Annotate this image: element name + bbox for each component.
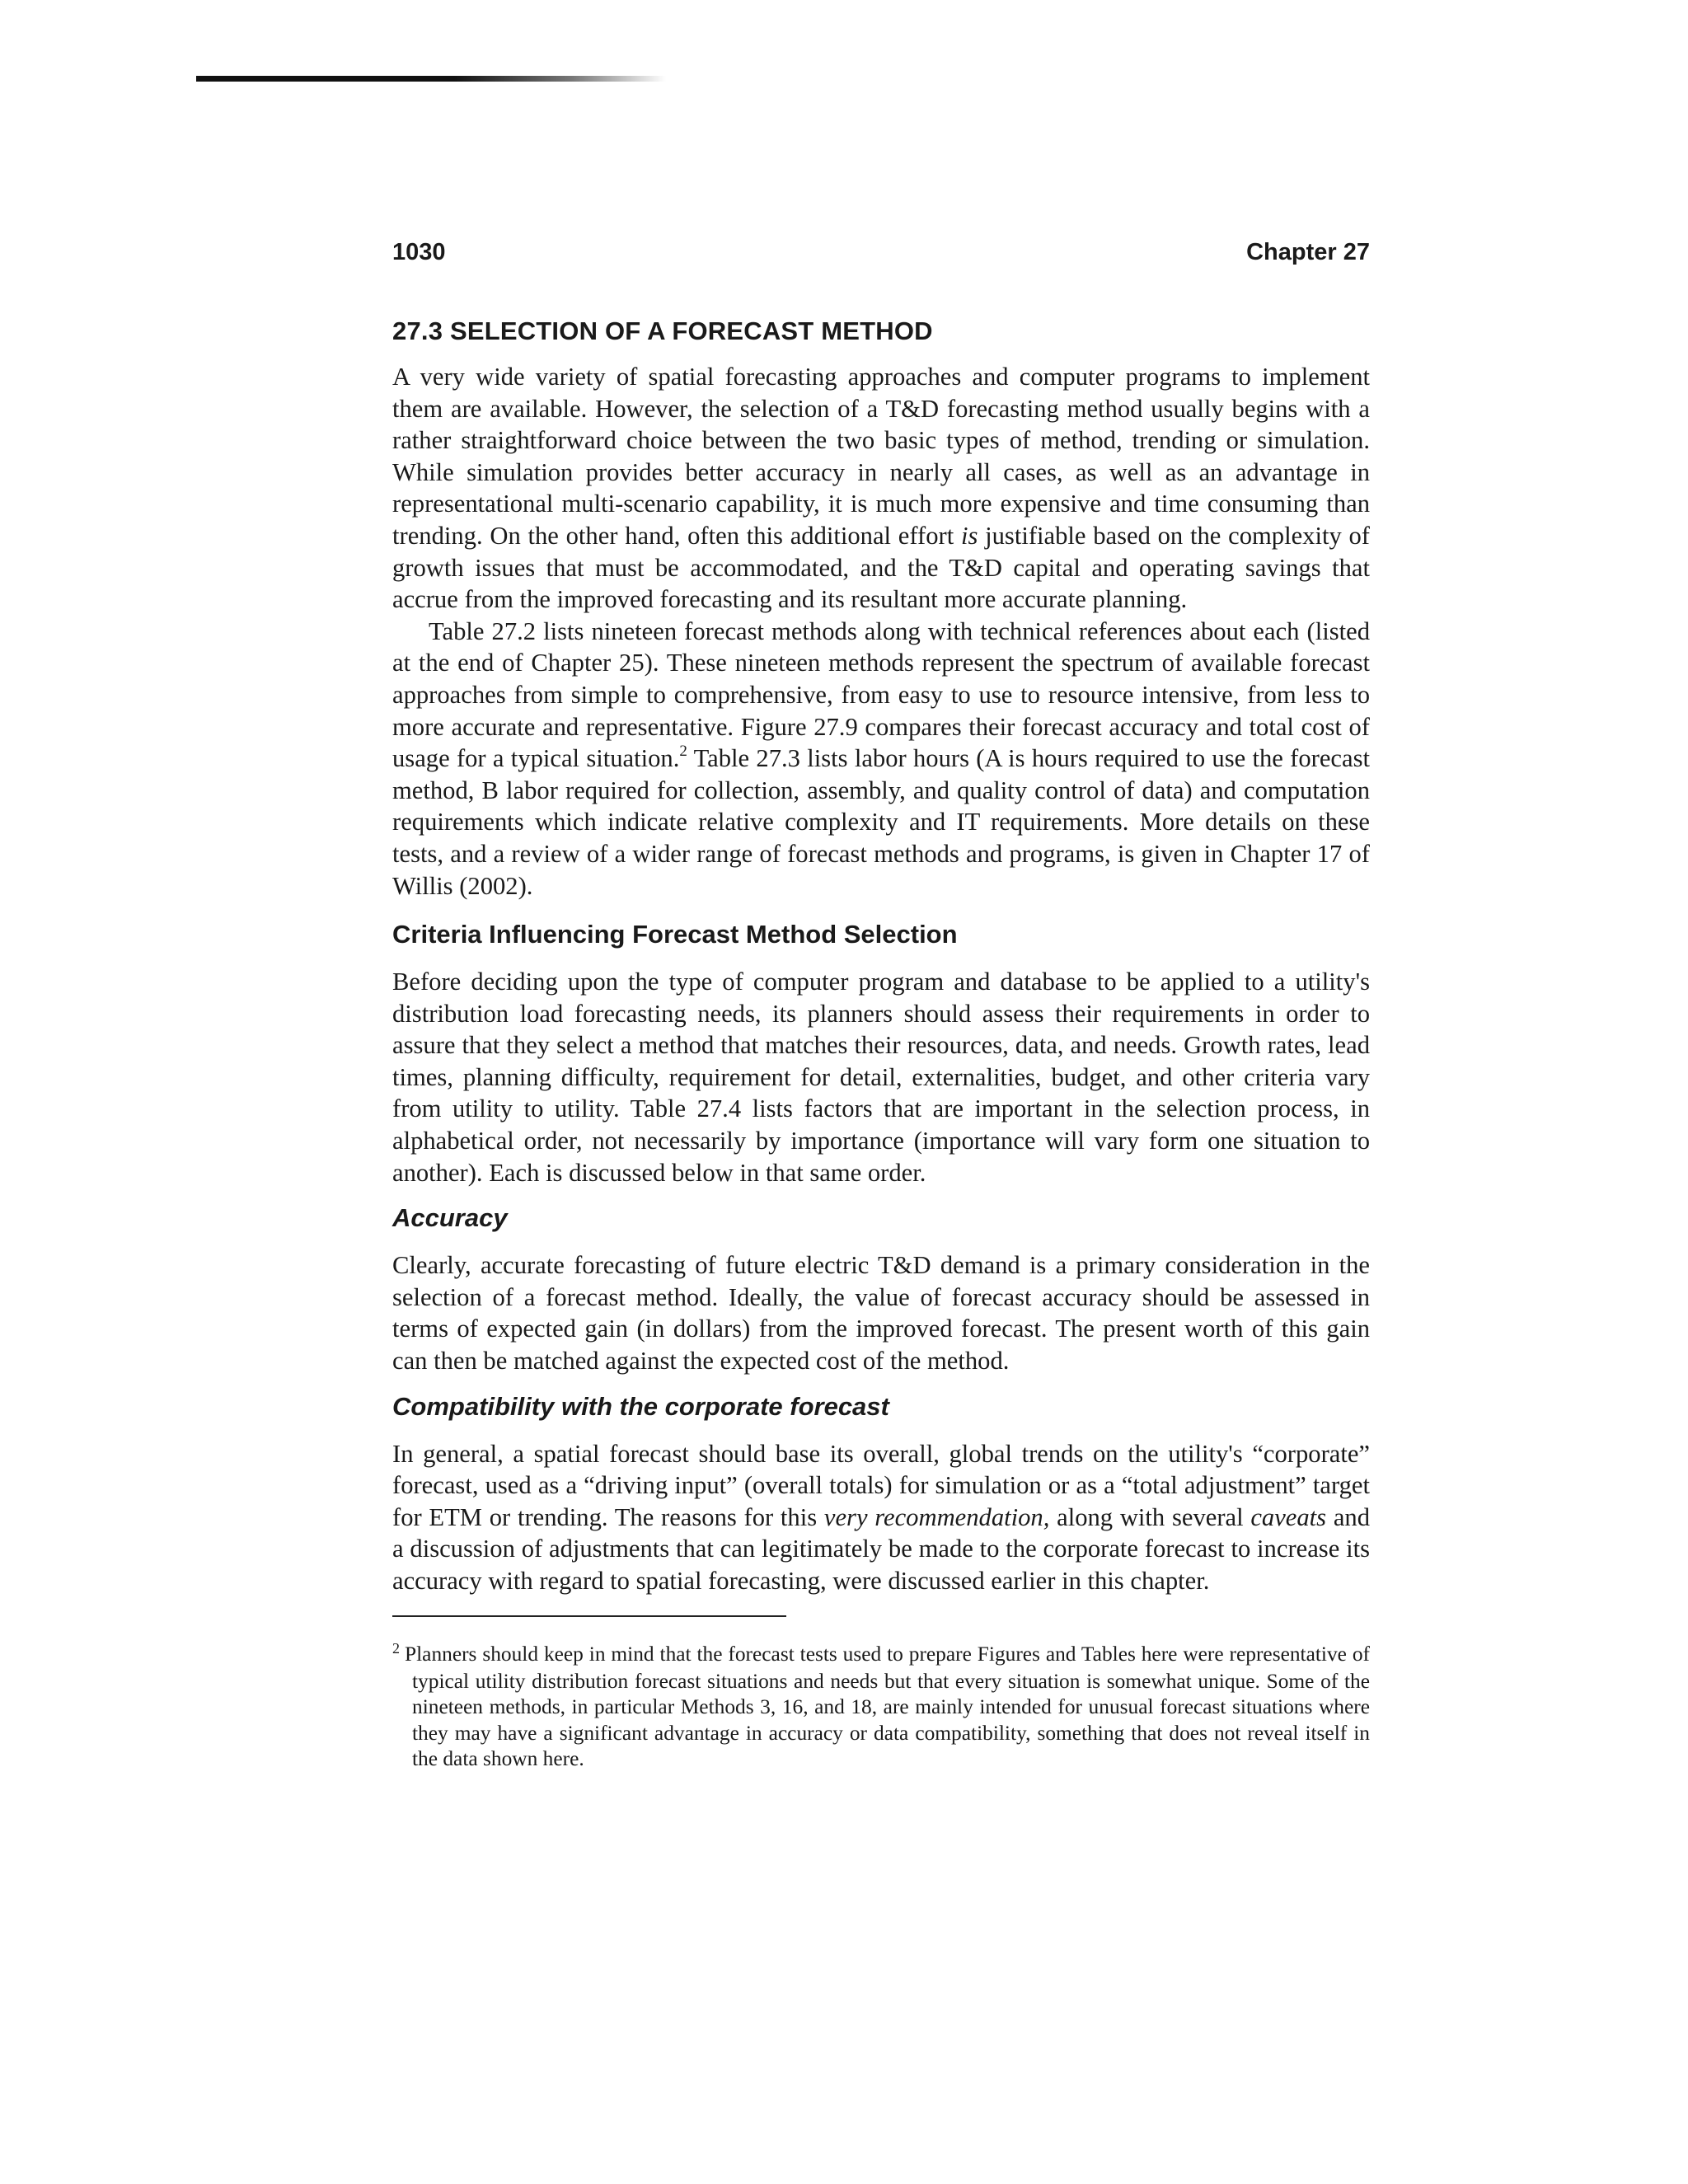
footnote-divider	[392, 1615, 786, 1617]
paragraph-methods-end: Table 27.3 lists labor hours (A is hours required to use the forecast method, B labor required for collection, assembly, and quality control of data) and computation requirements which indicate relative complexity and IT requirements. More details on these tests, and a review of a wider range of forecast methods and programs, is given in Chapter 17 of Willis (2002).	[392, 744, 1370, 900]
paragraph-methods-text: Table 27.2 lists nineteen forecast methods along with technical references about each (listed at the end of Chapter 25). These nineteen methods represent the spectrum of available forecast approaches from simple to comprehensive, from easy to use to resource intensive, from less to more accurate and representative. Figure 27.9 compares their forecast accuracy and total cost of usage for a typical situation.	[392, 616, 1370, 773]
paragraph-intro-end: justifiable based on the complexity of growth issues that must be accommodated, and the T&D capital and operating savings that accrue from the improved forecasting and its resultant more accurate planning.	[392, 521, 1370, 614]
emphasis-very-recommendation: very recommendation,	[823, 1502, 1050, 1531]
section-title: 27.3 SELECTION OF A FORECAST METHOD	[392, 316, 933, 345]
scan-artifact-rule	[196, 76, 666, 82]
footnote-mark: 2	[392, 1639, 400, 1657]
criteria-paragraph: Before deciding upon the type of computer program and database to be applied to a utility's distribution load forecasting needs, its planners should assess their requirements in order to assure that they select a method that matches their resources, data, and needs. Growth rates, lead times, planning difficulty, requirement for detail, externalities, budget, and other criteria vary from utility to utility. Table 27.4 lists factors that are important in the selection process, in alphabetical order, not necessarily by importance (importance will vary form one situation to another). Each is discussed below in that same order.	[392, 968, 1370, 1187]
paragraph-intro	[392, 361, 1370, 616]
accuracy-heading: Accuracy	[392, 1203, 508, 1233]
footnote	[392, 1639, 1370, 1773]
criteria-heading: Criteria Influencing Forecast Method Selection	[392, 920, 958, 949]
footnote-text: Planners should keep in mind that the forecast tests used to prepare Figures and Tables here were representative of typical utility distribution forecast situations and needs but that every situation is somewhat unique. Some of the nineteen methods, in particular Methods 3, 16, and 18, are mainly intended for unusual forecast situations where they may have a significant advantage in accuracy or data compatibility, something that does not reveal itself in the data shown here.	[405, 1642, 1370, 1771]
accuracy-paragraph: Clearly, accurate forecasting of future electric T&D demand is a primary consideration in the selection of a forecast method. Ideally, the value of forecast accuracy should be assessed in terms of expected gain (in dollars) from the improved forecast. The present worth of this gain can then be matched against the expected cost of the method.	[392, 1251, 1370, 1376]
emphasis-caveats: caveats	[1250, 1502, 1327, 1531]
compatibility-text-a: In general, a spatial forecast should base its overall, global trends on the utility's “corporate” forecast, used as a “driving input” (overall totals) for simulation or as a “total adjustment” target for ETM or trending. The reasons for this	[392, 1439, 1370, 1531]
book-page	[392, 239, 1370, 1773]
chapter-label: Chapter 27	[1246, 239, 1370, 265]
running-header	[392, 239, 1370, 275]
page-number: 1030	[392, 239, 446, 265]
compatibility-paragraph	[392, 1438, 1370, 1597]
compatibility-heading: Compatibility with the corporate forecast	[392, 1391, 889, 1421]
compatibility-text-c: and a discussion of adjustments that can legitimately be made to the corporate forecast to increase its accuracy with regard to spatial forecasting, were discussed earlier in this chapter.	[392, 1502, 1370, 1595]
paragraph-methods	[392, 616, 1370, 902]
emphasis-is: is	[960, 521, 978, 550]
paragraph-intro-text: A very wide variety of spatial forecasting approaches and computer programs to implement them are available. However, the selection of a T&D forecasting method usually begins with a rather straightforward choice between the two basic types of method, trending or simulation. While simulation provides better accuracy in nearly all cases, as well as an advantage in representational multi-scenario capability, it is much more expensive and time consuming than trending. On the other hand, often this additional effort	[392, 363, 1370, 550]
footnote-reference: 2	[679, 742, 687, 760]
compatibility-text-b: along with several	[1049, 1502, 1251, 1531]
